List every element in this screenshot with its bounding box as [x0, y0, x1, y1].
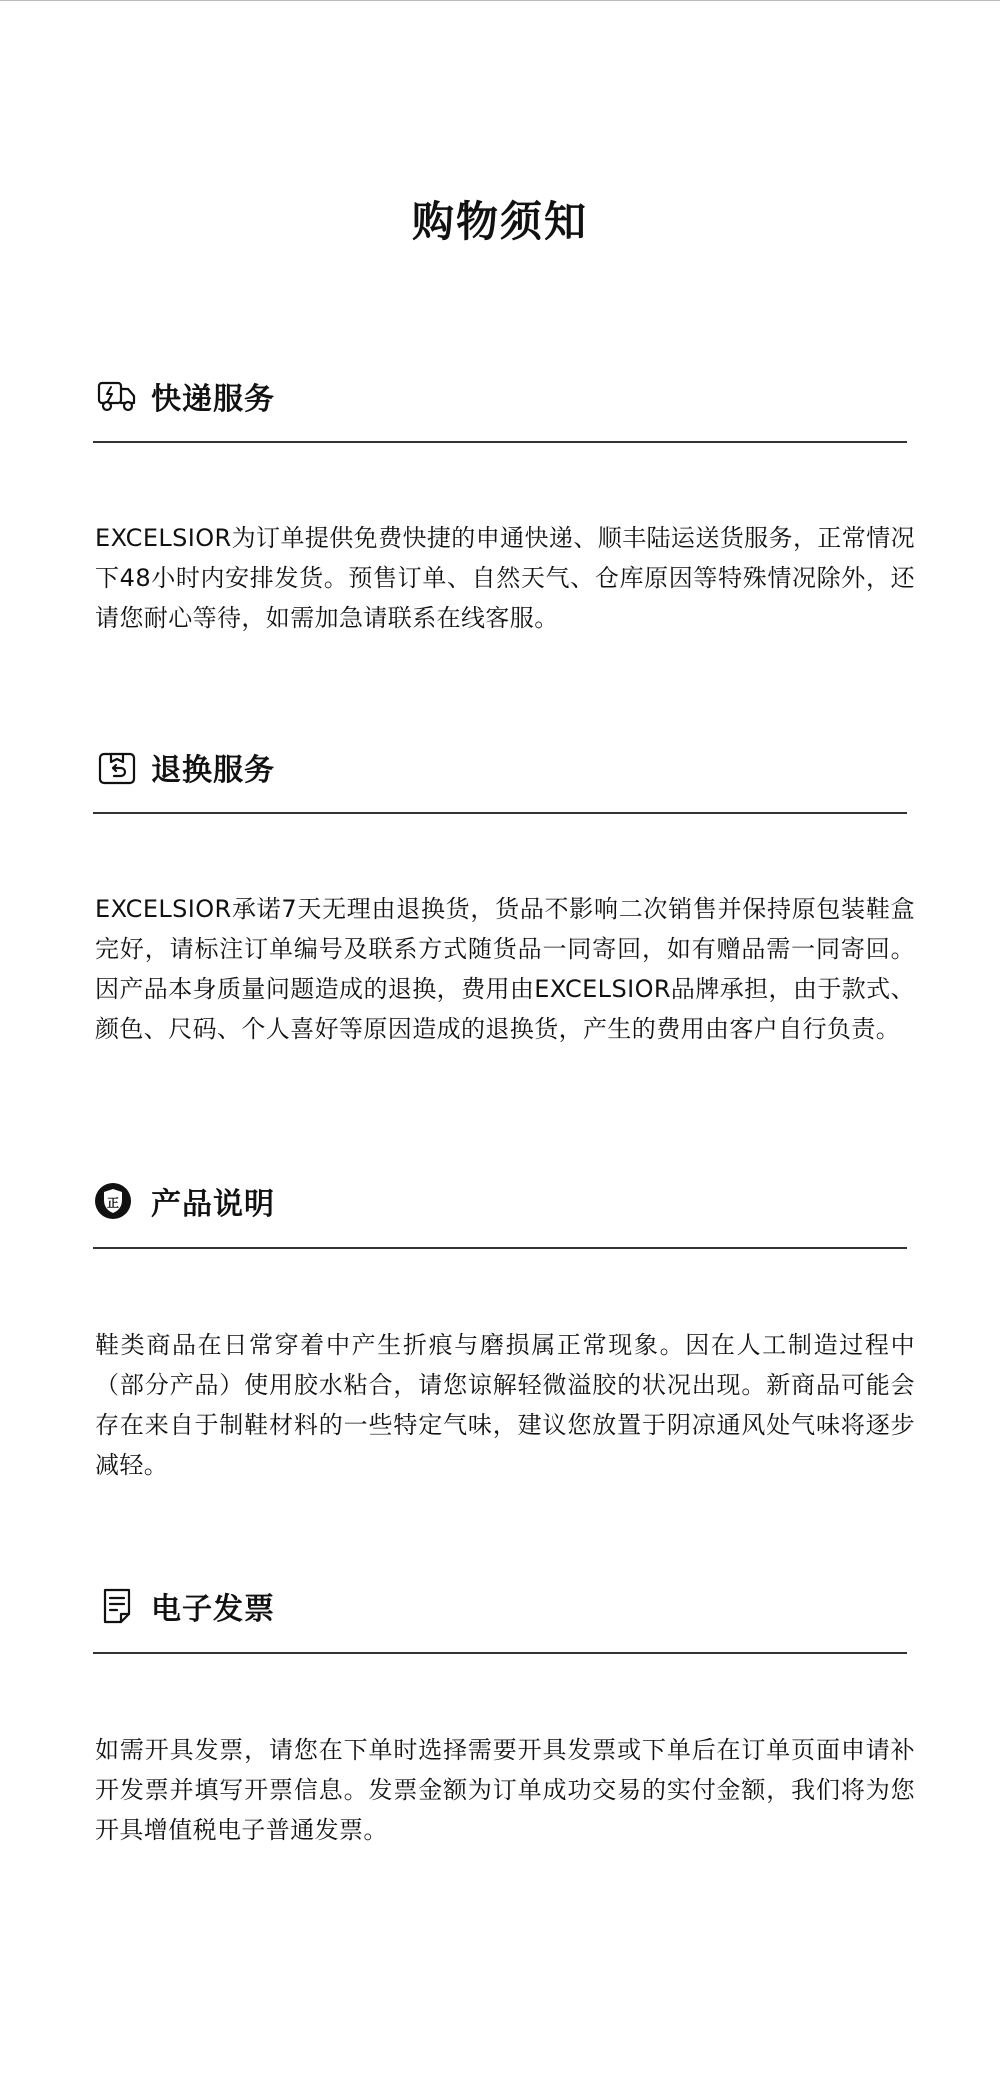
section-body: EXCELSIOR为订单提供免费快捷的申通快递、顺丰陆运送货服务，正常情况下48小时内安排发货。预售订单、自然天气、仓库原因等特殊情况除外，还请您耐心等待，如需加急请联系在线客服。: [95, 524, 915, 632]
section-body: 如需开具发票，请您在下单时选择需要开具发票或下单后在订单页面申请补开发票并填写开票信息。发票金额为订单成功交易的实付金额，我们将为您开具增值税电子普通发票。: [95, 1736, 915, 1844]
section-title: 快递服务: [151, 382, 275, 417]
section-divider: [93, 812, 907, 814]
return-box-icon: [97, 747, 137, 787]
section-body: EXCELSIOR承诺7天无理由退换货，货品不影响二次销售并保持原包装鞋盒完好，请标注订单编号及联系方式随货品一同寄回，如有赠品需一同寄回。因产品本身质量问题造成的退换，费用由EXCELSIOR品牌承担，由于款式、颜色、尺码、个人喜好等原因造成的退换货，产生的费用由客户自行负责。: [95, 895, 915, 1043]
section-body: 鞋类商品在日常穿着中产生折痕与磨损属正常现象。因在人工制造过程中（部分产品）使用胶水粘合，请您谅解轻微溢胶的状况出现。新商品可能会存在来自于制鞋材料的一些特定气味，建议您放置于阴凉通风处气味将逐步减轻。: [95, 1331, 915, 1479]
section-divider: [93, 441, 907, 443]
section-divider: [93, 1247, 907, 1249]
authentic-badge-icon: [93, 1181, 133, 1221]
section-delivery: [93, 372, 915, 632]
section-header: [93, 743, 907, 791]
invoice-icon: [97, 1586, 137, 1626]
svg-text:正: 正: [106, 1196, 120, 1210]
section-divider: [93, 1652, 907, 1654]
page-title: 购物须知: [411, 197, 588, 246]
section-title: 电子发票: [151, 1592, 275, 1627]
section-returns: [93, 743, 915, 1043]
delivery-truck-icon: [97, 376, 137, 416]
section-title: 退换服务: [151, 753, 275, 788]
section-product-notes: [93, 1177, 915, 1479]
section-title: 产品说明: [151, 1187, 275, 1222]
top-divider: [0, 0, 1000, 1]
section-header: [93, 1177, 907, 1225]
section-header: [93, 372, 907, 420]
section-header: [93, 1582, 907, 1630]
section-e-invoice: [93, 1582, 915, 1844]
